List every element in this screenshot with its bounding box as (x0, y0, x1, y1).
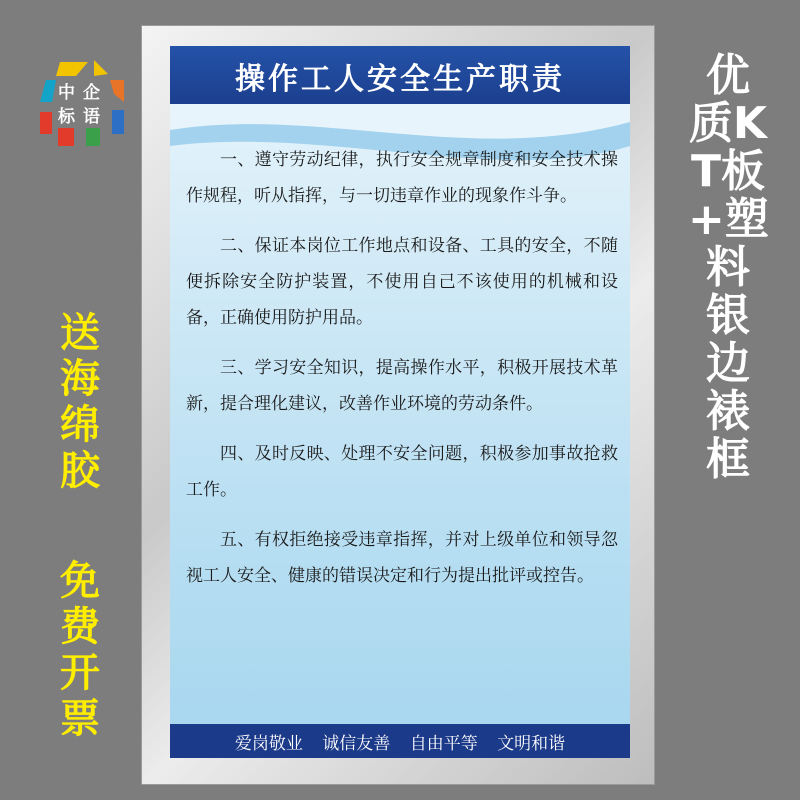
product-feature-text: 优质KT板+塑料银边裱框 (688, 50, 769, 485)
board-header (170, 46, 630, 104)
duty-paragraph-4: 四、及时反映、处理不安全问题，积极参加事故抢救工作。 (186, 444, 618, 500)
gift-text: 送海绵胶 (60, 310, 100, 494)
logo-text-line-1: 中企 (58, 83, 108, 103)
duty-paragraph-5: 五、有权拒绝接受违章指挥，并对上级单位和领导忽视工人安全、健康的错误决定和行为提出批评或控告。 (186, 530, 618, 586)
duty-paragraph-3: 三、学习安全知识，提高操作水平，积极开展技术革新，提合理化建议，改善作业环境的劳动条件。 (186, 358, 618, 414)
safety-board (170, 46, 630, 758)
footer-slogan: 爱岗敬业 诚信友善 自由平等 文明和谐 (234, 734, 566, 754)
brand-logo (28, 50, 138, 160)
board-title: 操作工人安全生产职责 (235, 62, 565, 97)
logo-text-line-2: 标语 (58, 107, 108, 127)
duty-paragraph-2: 二、保证本岗位工作地点和设备、工具的安全，不随便拆除安全防护装置，不使用自己不该使用的机械和设备，正确使用防护用品。 (186, 236, 618, 328)
duty-paragraph-1: 一、遵守劳动纪律，执行安全规章制度和安全技术操作规程，听从指挥，与一切违章作业的现象作斗争。 (186, 150, 618, 206)
board-content (186, 142, 618, 608)
invoice-text: 免费开票 (60, 558, 100, 742)
board-footer (170, 724, 630, 758)
